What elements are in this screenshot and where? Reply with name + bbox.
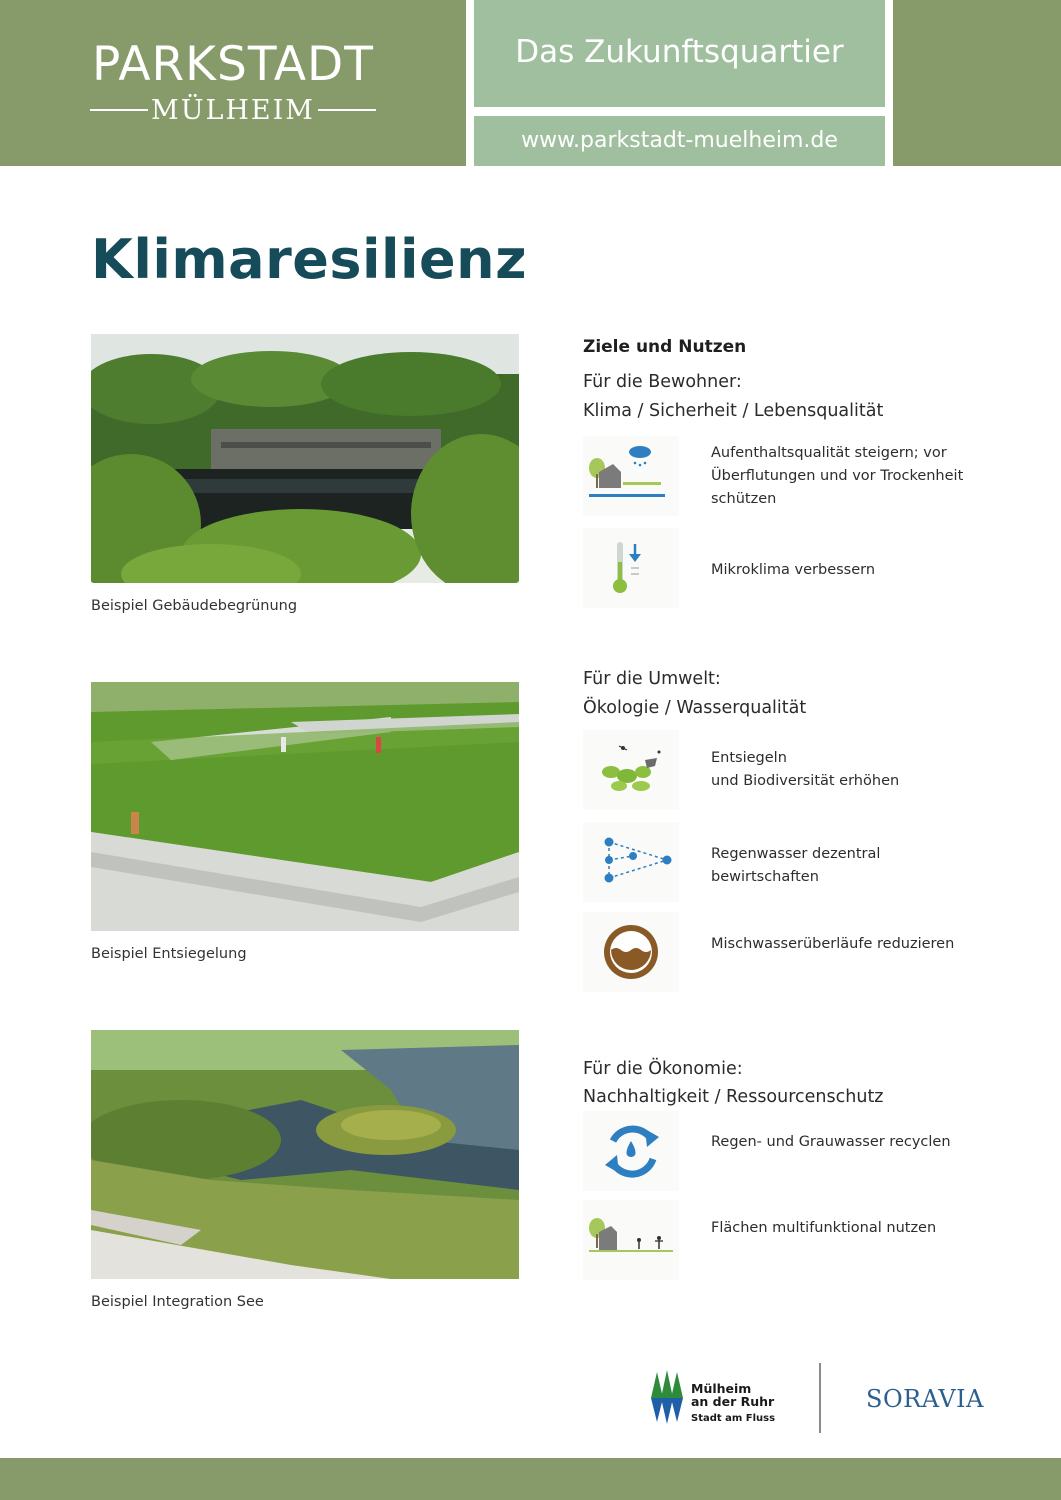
city-logo-text [691, 1382, 774, 1408]
group-title: Für die Ökonomie: [583, 1059, 743, 1079]
photo-building-greening [91, 334, 519, 583]
group-subtitle: Klima / Sicherheit / Lebensqualität [583, 401, 884, 421]
benefit-text: Mikroklima verbessern [711, 562, 876, 578]
city-logo-line2: an der Ruhr [691, 1394, 775, 1409]
benefit-text: Regenwasser dezentral bewirtschaften [711, 846, 881, 885]
biodiversity-icon [583, 730, 679, 810]
benefit-text [711, 747, 981, 793]
website-link[interactable]: www.parkstadt-muelheim.de [521, 128, 838, 153]
logo-divider [819, 1363, 821, 1433]
city-of-muelheim-logo [647, 1368, 787, 1430]
sewer-overflow-icon [583, 912, 679, 992]
city-logo-line3: Stadt am Fluss [691, 1413, 776, 1424]
page-title: Klimaresilienz [91, 228, 527, 291]
water-recycle-icon [583, 1111, 679, 1191]
brand-logo-sub [90, 95, 376, 127]
photo-caption: Beispiel Gebäudebegrünung [91, 598, 298, 614]
photo-unsealing [91, 682, 519, 931]
group-title: Für die Umwelt: [583, 669, 721, 689]
city-emblem-icon [647, 1368, 691, 1424]
brand-logo-main: PARKSTADT [92, 37, 374, 92]
group-subtitle: Nachhaltigkeit / Ressourcenschutz [583, 1087, 884, 1107]
benefit-text: Flächen multifunktional nutzen [711, 1220, 937, 1236]
footer-bar [0, 1458, 1061, 1500]
brand-logo-city: MÜLHEIM [151, 95, 315, 126]
brand-rule-right [318, 109, 376, 111]
header-right-panel [893, 0, 1061, 166]
benefit-text-line2: und Biodiversität erhöhen [711, 773, 900, 789]
photo-caption: Beispiel Entsiegelung [91, 946, 247, 962]
section-heading: Ziele und Nutzen [583, 337, 747, 357]
multifunctional-area-icon [583, 1200, 679, 1280]
flood-protection-icon [583, 436, 679, 516]
benefit-text: Regen- und Grauwasser recyclen [711, 1134, 951, 1150]
benefit-text: Mischwasserüberläufe reduzieren [711, 936, 955, 952]
benefit-text: Aufenthaltsqualität steigern; vor Überflutungen und vor Trockenheit schützen [711, 445, 964, 507]
city-logo-line1: Mülheim [691, 1381, 752, 1396]
benefit-text-line1: Entsiegeln [711, 750, 787, 766]
photo-caption: Beispiel Integration See [91, 1294, 264, 1310]
group-title: Für die Bewohner: [583, 372, 742, 392]
network-icon [583, 822, 679, 902]
soravia-logo: SORAVIA [866, 1385, 984, 1413]
header-tagline: Das Zukunftsquartier [515, 34, 844, 70]
photo-lake-integration [91, 1030, 519, 1279]
thermometer-icon [583, 528, 679, 608]
group-subtitle: Ökologie / Wasserqualität [583, 698, 807, 718]
